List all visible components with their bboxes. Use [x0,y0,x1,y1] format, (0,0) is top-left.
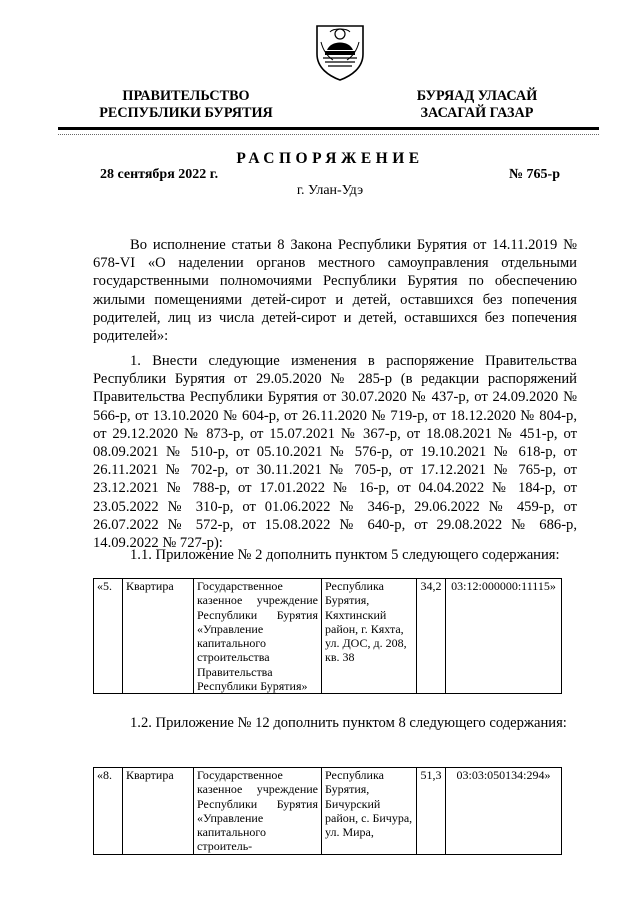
table-row [94,768,562,855]
document-date: 28 сентября 2022 г. [100,167,219,182]
coat-of-arms-emblem [313,20,367,82]
row-number: «5. [94,579,123,694]
property-owner: Государственное казенное учреждение Республики Бурятия «Управление капитального строительства Правительства Республики Бурятия» [194,579,322,694]
document-type-title: РАСПОРЯЖЕНИЕ [236,150,424,167]
cadastral-number: 03:12:000000:11115» [446,579,562,694]
header-rule [58,127,599,130]
cadastral-number: 03:03:050134:294» [446,768,562,855]
property-table-2 [93,767,562,855]
gov-name-bua-line2: ЗАСАГАЙ ГАЗАР [420,105,534,121]
document-number: № 765-р [508,167,560,182]
table-row [94,579,562,694]
property-table-1 [93,578,562,694]
preamble-paragraph: Во исполнение статьи 8 Закона Республики Бурятия от 14.11.2019 № 678-VI «О наделении органов местного самоуправления отдельными государственными полномочиями Республики Бурятия по обеспечению жилыми помещениями детей-сирот и детей, оставшихся без попечения родителей, лиц из числа детей-сирот и детей, оставшихся без попечения родителей»: [93,237,577,345]
gov-name-bua [393,88,561,122]
property-type: Квартира [123,579,194,694]
gov-name-ru-line1: ПРАВИТЕЛЬСТВО [122,88,250,104]
property-address: Республика Бурятия, Кяхтинский район, г. Кяхта, ул. ДОС, д. 208, кв. 38 [322,579,417,694]
item-1-2-paragraph: 1.2. Приложение № 12 дополнить пунктом 8 следующего содержания: [130,715,567,731]
property-area: 51,3 [417,768,446,855]
item-1-paragraph: 1. Внести следующие изменения в распоряжение Правительства Республики Бурятия от 29.05.2020 № 285-р (в редакции распоряжений Правительства Республики Бурятия от 30.07.2020 № 437-р, от 24.09.2020 № 566-р, от 13.10.2020 № 604-р, от 26.11.2020 № 719-р, от 18.12.2020 № 804-р, от 29.12.2020 № 873-р, от 15.07.2021 № 367-р, от 18.08.2021 № 451-р, от 08.09.2021 № 510-р, от 05.10.2021 № 576-р, от 19.10.2021 № 618-р, от 26.11.2021 № 702-р, от 30.11.2021 № 705-р, от 17.12.2021 № 765-р, от 23.12.2021 № 788-р, от 17.01.2022 № 16-р, от 04.04.2022 № 184-р, от 23.05.2022 № 310-р, от 01.06.2022 № 346-р, 29.06.2022 № 459-р, от 26.07.2022 № 572-р, от 15.08.2022 № 640-р, от 29.08.2022 № 686-р, 14.09.2022 № 727-р): [93,353,577,552]
document-city: г. Улан-Удэ [296,183,364,198]
gov-name-ru-line2: РЕСПУБЛИКИ БУРЯТИЯ [99,105,273,121]
gov-name-ru [88,88,284,122]
property-type: Квартира [123,768,194,855]
row-number: «8. [94,768,123,855]
gov-name-bua-line1: БУРЯАД УЛАСАЙ [416,88,538,104]
item-1-1-paragraph: 1.1. Приложение № 2 дополнить пунктом 5 следующего содержания: [130,547,560,563]
property-owner: Государственное казенное учреждение Республики Бурятия «Управление капитального строитель- [194,768,322,855]
property-area: 34,2 [417,579,446,694]
property-address: Республика Бурятия, Бичурский район, с. Бичура, ул. Мира, [322,768,417,855]
header-dotted-rule [58,134,599,135]
